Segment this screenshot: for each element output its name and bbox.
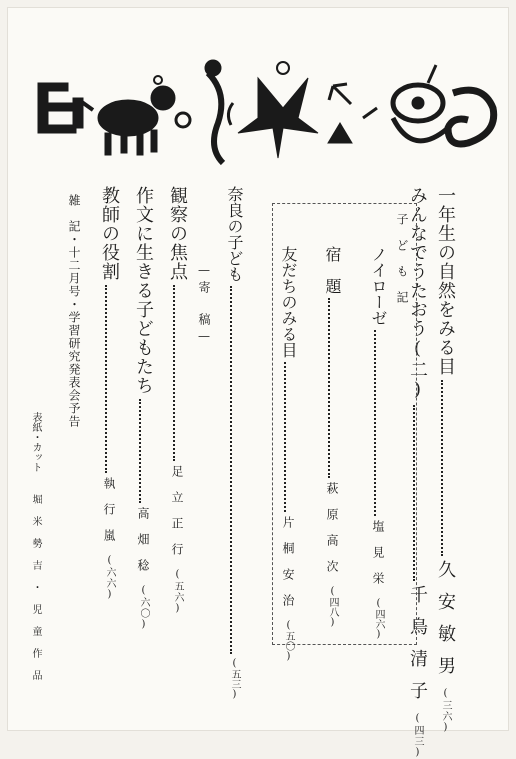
entry-page: (四三) <box>412 713 423 759</box>
entry-page: (五三) <box>229 658 240 700</box>
box-entry-3[interactable] <box>280 246 296 662</box>
leader-dots <box>173 285 175 461</box>
entry-author: 高畑稔 <box>136 507 150 585</box>
entry-author: 千鳥清子 <box>407 585 428 713</box>
kiko-entry-2[interactable] <box>134 186 152 631</box>
nara-entry[interactable] <box>226 186 242 700</box>
leader-dots <box>284 362 286 512</box>
entry-author: 塩見栄 <box>371 520 385 598</box>
entry-page: (五六) <box>172 569 183 615</box>
entry-author: 片桐安治 <box>281 516 295 620</box>
folk-art-illustration-icon <box>33 48 498 168</box>
cover-credit <box>30 412 40 692</box>
entry-title: 奈良の子ども <box>225 186 244 282</box>
kiko-entry-3[interactable] <box>100 186 118 601</box>
leader-dots <box>441 380 443 556</box>
entry-title: みんなでうたおう(二) <box>407 186 428 401</box>
entry-author: 執行嵐 <box>102 477 116 555</box>
entry-title: 観察の焦点 <box>167 186 188 281</box>
leader-dots <box>374 330 376 516</box>
cover-label: 表紙・カット <box>30 412 41 472</box>
entry-author: 萩原高次 <box>325 482 339 586</box>
entry-page: (四六) <box>373 598 384 640</box>
entry-page: (四八) <box>327 586 338 628</box>
toc-page <box>8 8 508 759</box>
entry-page: (六六) <box>104 555 115 601</box>
entry-title: 宿 題 <box>323 246 342 294</box>
kiko-label: 寄 稿 <box>197 281 211 329</box>
entry-author: 久安敏男 <box>435 560 456 688</box>
kiko-entry-1[interactable] <box>168 186 186 615</box>
entry-title: ノイローゼ <box>369 246 388 326</box>
leader-dots <box>105 285 107 473</box>
leader-dots <box>139 399 141 503</box>
entry-author: 足立正行 <box>170 465 184 569</box>
cover-artist: 堀米勢吉・児童作品 <box>30 494 41 692</box>
box-entry-2[interactable] <box>324 246 340 628</box>
leader-dots <box>328 298 330 478</box>
misc-notes: 雑 記・十二月号・学習研究発表会予告 <box>67 194 81 428</box>
entry-title: 作文に生きる子どもたち <box>133 186 154 395</box>
kiko-heading: —寄 稿— <box>197 263 211 347</box>
entry-page: (三六) <box>440 688 451 734</box>
toc-entry-1[interactable] <box>436 186 454 734</box>
entry-page: (五〇) <box>283 620 294 662</box>
kodomo-ki-heading: 子ども記 <box>395 213 409 317</box>
entry-title: 教師の役割 <box>99 186 120 281</box>
entry-title: 友だちのみる目 <box>279 246 298 358</box>
leader-dots <box>230 286 232 654</box>
entry-page: (六〇) <box>138 585 149 631</box>
box-entry-1[interactable] <box>370 246 386 640</box>
entry-title: 一年生の自然をみる目 <box>435 186 456 376</box>
